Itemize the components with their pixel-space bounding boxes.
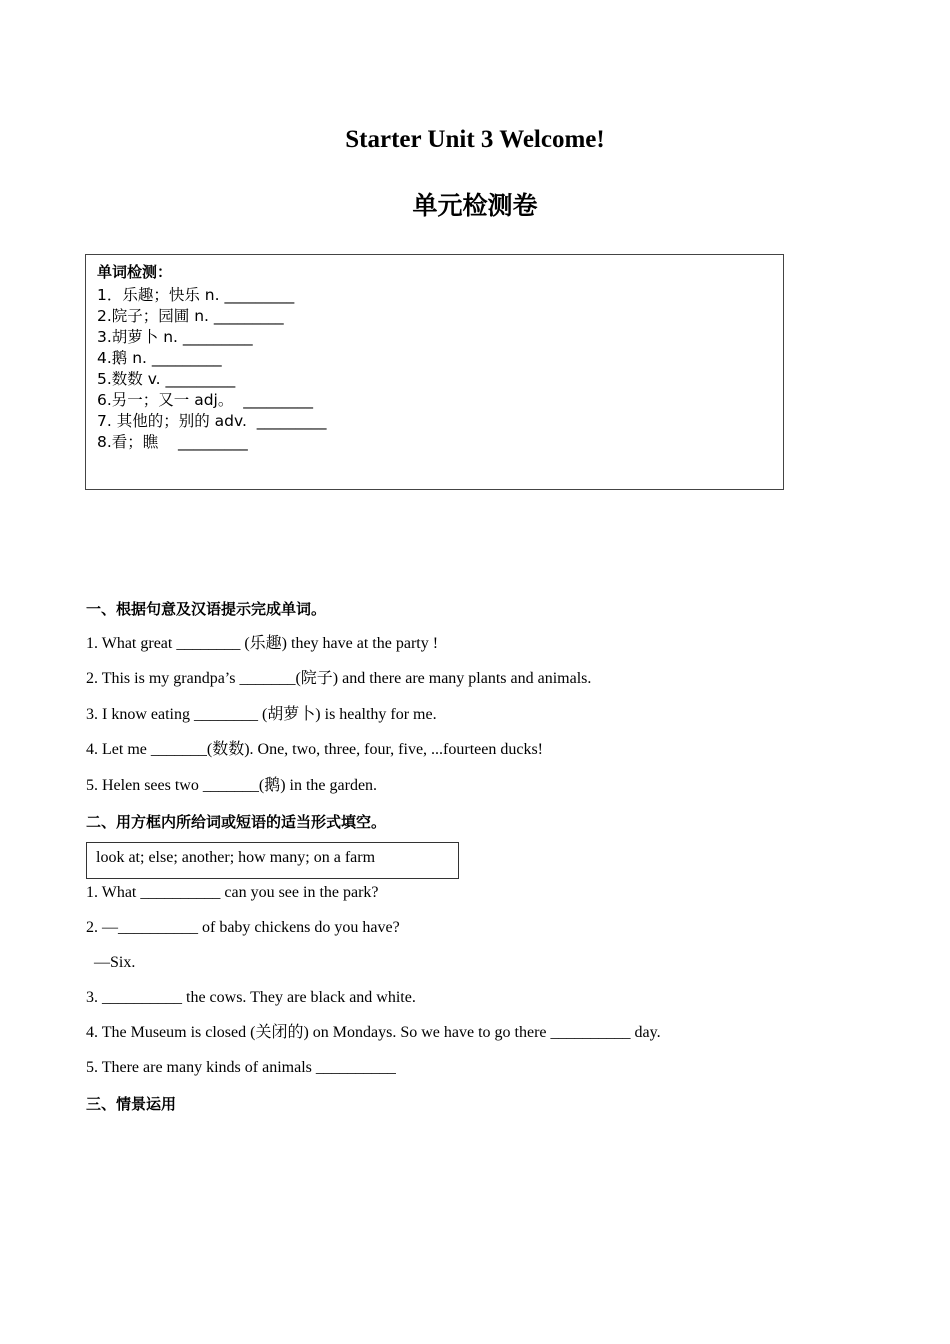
section-1-question: 2. This is my grandpa’s _______(院子) and there are many plants and animals. <box>86 670 592 687</box>
section-2-question: 3. __________ the cows. They are black and white. <box>86 989 416 1006</box>
section-1-question: 1. What great ________ (乐趣) they have at the party ! <box>86 635 439 652</box>
section-1-question: 4. Let me _______(数数). One, two, three, four, five, ...fourteen ducks! <box>86 741 544 758</box>
section-2-question: 2. —__________ of baby chickens do you have? <box>86 919 400 936</box>
section-2-question: 4. The Museum is closed (关闭的) on Mondays. So we have to go there __________ day. <box>86 1024 661 1041</box>
document-title: Starter Unit 3 Welcome! <box>345 126 605 153</box>
vocab-item: 5.数数 v. _________ <box>97 370 236 388</box>
section-2-answer-line: —Six. <box>86 954 136 971</box>
vocab-item: 2.院子；园圃 n. _________ <box>97 307 284 325</box>
word-bank-box <box>86 842 459 879</box>
vocab-item: 7. 其他的；别的 adv. _________ <box>97 412 327 430</box>
word-bank-text: look at; else; another; how many; on a farm <box>96 849 376 866</box>
vocab-item: 6.另一；又一 adj。 _________ <box>97 391 313 409</box>
vocab-test-list <box>97 285 326 453</box>
section-1-question: 5. Helen sees two _______(鹅) in the garden. <box>86 777 378 794</box>
section-1-question: 3. I know eating ________ (胡萝卜) is healthy for me. <box>86 706 437 723</box>
vocab-item: 8.看；瞧 _________ <box>97 433 248 451</box>
vocab-test-box <box>85 254 784 490</box>
section-2-question: 5. There are many kinds of animals __________ <box>86 1059 396 1076</box>
vocab-item: 3.胡萝卜 n. _________ <box>97 328 253 346</box>
vocab-item: 4.鹅 n. _________ <box>97 349 222 367</box>
section-2-heading: 二、用方框内所给词或短语的适当形式填空。 <box>86 813 387 831</box>
section-2-question: 1. What __________ can you see in the park? <box>86 884 379 901</box>
section-3-heading: 三、情景运用 <box>86 1095 177 1113</box>
document-subtitle: 单元检测卷 <box>412 191 538 220</box>
vocab-item: 1．乐趣；快乐 n. _________ <box>97 286 295 304</box>
vocab-test-heading: 单词检测： <box>97 263 173 281</box>
section-1-heading: 一、根据句意及汉语提示完成单词。 <box>86 600 327 618</box>
